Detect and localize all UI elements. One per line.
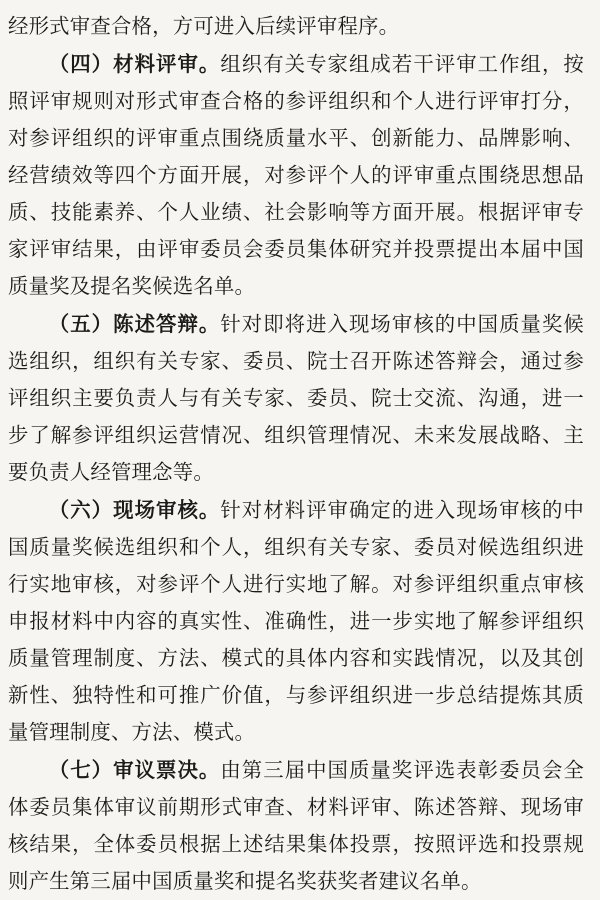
paragraph-presentation-defense	[8, 306, 584, 491]
paragraph-final-vote	[8, 752, 584, 900]
section-heading: （七）审议票决。	[48, 758, 221, 782]
paragraph-body: 由第三届中国质量奖评选表彰委员会全体委员集体审议前期形式审查、材料评审、陈述答辩、现场审核结果，全体委员根据上述结果集体投票，按照评选和投票规则产生第三届中国质量奖和提名奖获奖者建议名单。	[8, 758, 584, 893]
section-heading: （六）现场审核。	[48, 498, 221, 522]
paragraph-body: 针对即将进入现场审核的中国质量奖候选组织，组织有关专家、委员、院士召开陈述答辩会，通过参评组织主要负责人与有关专家、委员、院士交流、沟通，进一步了解参评组织运营情况、组织管理情况、未来发展战略、主要负责人经管理念等。	[8, 312, 584, 484]
section-heading: （五）陈述答辩。	[48, 312, 221, 336]
paragraph-body: 针对材料评审确定的进入现场审核的中国质量奖候选组织和个人，组织有关专家、委员对候选组织进行实地审核，对参评个人进行实地了解。对参评组织重点审核申报材料中内容的真实性、准确性，进一步实地了解参评组织质量管理制度、方法、模式的具体内容和实践情况，以及其创新性、独特性和可推广价值，与参评组织进一步总结提炼其质量管理制度、方法、模式。	[8, 498, 584, 744]
paragraph-body: 经形式审查合格，方可进入后续评审程序。	[8, 14, 400, 38]
paragraph-body: 组织有关专家组成若干评审工作组，按照评审规则对形式审查合格的参评组织和个人进行评审打分，对参评组织的评审重点围绕质量水平、创新能力、品牌影响、经营绩效等四个方面开展，对参评个人的评审重点围绕思想品质、技能素养、个人业绩、社会影响等方面开展。根据评审专家评审结果，由评审委员会委员集体研究并投票提出本届中国质量奖及提名奖候选名单。	[8, 52, 584, 298]
paragraph-material-review	[8, 46, 584, 305]
section-heading: （四）材料评审。	[48, 52, 221, 76]
paragraph-onsite-review	[8, 492, 584, 751]
paragraph-continuation	[8, 8, 584, 45]
